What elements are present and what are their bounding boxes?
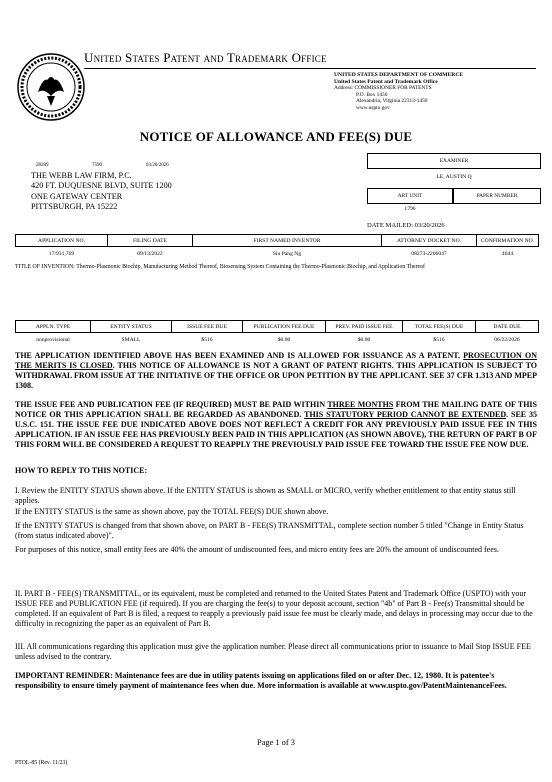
- table-cell: 06/22/2026: [494, 337, 520, 343]
- text-span: THIS STATUTORY PERIOD CANNOT BE EXTENDED: [304, 410, 507, 419]
- table-cell: $516: [201, 337, 213, 343]
- text-span: FROM THE MAILING DATE OF THIS NOTICE OR THIS APPLICATION SHALL BE REGARDED AS ABANDONED.: [15, 400, 537, 419]
- instruction-1b: If the ENTITY STATUS is the same as shown above, pay the TOTAL FEE(S) DUE shown above.: [15, 507, 329, 516]
- dept-line: Alexandria, Virginia 22313-1450: [356, 98, 428, 105]
- maintenance-reminder: IMPORTANT REMINDER: Maintenance fees are due in utility patents issuing on applications filed on or after Dec. 12, 1980. It is patentee's responsibility to ensure timely payment of maintenance fees when due. More information is available at www.uspto.gov/PatentMaintenanceFees.: [15, 671, 507, 690]
- text-span: PROSECUTION ON THE MERITS IS CLOSED: [15, 351, 538, 370]
- table-cell: nonprovisional: [36, 337, 70, 343]
- fee-table: [15, 320, 539, 347]
- uspto-seal-icon: [16, 52, 86, 122]
- department-address: [334, 72, 463, 112]
- table-header: ENTITY STATUS: [91, 321, 172, 333]
- table-cell: Siu Pang Ng: [272, 251, 302, 257]
- allowance-paragraph: [15, 351, 537, 391]
- table-cell: $516: [433, 337, 445, 343]
- instruction-3: III. All communications regarding this application must give the application number. Please direct all communications prior to issuance to Mail Stop ISSUE FEE unless advised to the contrary.: [15, 642, 531, 661]
- customer-number: 28289: [36, 163, 49, 168]
- invention-title: TITLE OF INVENTION: Thermo-Plasmonic Biochip, Manufacturing Method Thereof, Biosensing System Containing the Thermo-Plasmonic Biochip, and Application Thereof: [15, 264, 425, 270]
- text-span: . SEE 35 U.S.C. 151. THE ISSUE FEE DUE INDICATED ABOVE DOES NOT REFLECT A CREDIT FOR ANY PREVIOUSLY PAID ISSUE FEE IN THIS APPLICATION. IF AN ISSUE FEE HAS PREVIOUSLY BEEN PAID IN THIS APPLICATION (AS SHOWN ABOVE), THE RETURN OF PART B OF THIS FORM WILL BE CONSIDERED A REQUEST TO REAPPLY THE PREVIOUSLY PAID ISSUE FEE TOWARD THE ISSUE FEE NOW DUE.: [15, 410, 537, 449]
- instruction-1d: For purposes of this notice, small entity fees are 40% the amount of undiscounted fees, and micro entity fees are 20% the amount of undiscounted fees.: [15, 545, 499, 554]
- address-line: ONE GATEWAY CENTER: [31, 191, 123, 201]
- table-header: TOTAL FEE(S) DUE: [403, 321, 476, 333]
- table-header: APPLICATION NO.: [16, 235, 108, 247]
- doc-code: 7590: [92, 163, 102, 168]
- paper-number-label: PAPER NUMBER: [453, 188, 541, 204]
- office-title: United States Patent and Trademark Office: [84, 50, 327, 65]
- instruction-1c: If the ENTITY STATUS is changed from that shown above, on PART B - FEE(S) TRANSMITTAL, complete section number 5 titled "Change in Entity Status (from status indicated above)".: [15, 521, 524, 540]
- address-line: PITTSBURGH, PA 15222: [31, 202, 118, 212]
- table-header: APPLN. TYPE: [16, 321, 91, 333]
- table-cell: $0.00: [357, 337, 371, 343]
- dept-line: Address: COMMISSIONER FOR PATENTS: [334, 85, 432, 92]
- text-span: THE ISSUE FEE AND PUBLICATION FEE (IF REQUIRED) MUST BE PAID WITHIN: [15, 400, 328, 409]
- table-header: ATTORNEY DOCKET NO.: [382, 235, 477, 247]
- table-cell: 17/931,769: [48, 251, 75, 257]
- application-table: [15, 234, 539, 261]
- examiner-name: LE, AUSTIN Q: [436, 174, 472, 180]
- text-span: THE APPLICATION IDENTIFIED ABOVE HAS BEEN EXAMINED AND IS ALLOWED FOR ISSUANCE AS A PATENT.: [15, 351, 460, 360]
- text-span: THREE MONTHS: [327, 400, 394, 409]
- text-span: . THIS NOTICE OF ALLOWANCE IS NOT A GRANT OF PATENT RIGHTS. THIS APPLICATION IS SUBJECT TO WITHDRAWAL FROM ISSUE AT THE INITIATIVE OF THE OFFICE OR UPON PETITION BY THE APPLICANT. SEE 37 CFR 1.313 AND MPEP 1308.: [15, 361, 537, 390]
- page-title: NOTICE OF ALLOWANCE AND FEE(S) DUE: [139, 129, 413, 144]
- dept-line: United States Patent and Trademark Office: [334, 78, 438, 85]
- correspondence-address: [31, 171, 172, 213]
- dept-line: P.O. Box 1450: [356, 91, 388, 98]
- table-header: FIRST NAMED INVENTOR: [193, 235, 382, 247]
- art-unit-value: 1796: [404, 206, 416, 212]
- table-cell: 4644: [501, 251, 514, 257]
- form-id: PTOL-85 (Rev. 11/23): [15, 760, 68, 766]
- address-line: THE WEBB LAW FIRM, P.C.: [31, 171, 132, 180]
- instruction-1: I. Review the ENTITY STATUS shown above. If the ENTITY STATUS is shown as SMALL or MICRO, verify whether entitlement to that entity status still applies.: [15, 486, 516, 505]
- art-unit-label: ART UNIT: [367, 188, 453, 204]
- address-line: 420 FT. DUQUESNE BLVD, SUITE 1200: [31, 181, 172, 191]
- page-number: Page 1 of 3: [257, 738, 295, 747]
- table-cell: $0.00: [277, 337, 291, 343]
- table-header: PUBLICATION FEE DUE: [243, 321, 326, 333]
- instruction-2: II. PART B - FEE(S) TRANSMITTAL, or its equivalent, must be completed and returned to the United States Patent and Trademark Office (USPTO) with your ISSUE FEE and PUBLICATION FEE (if required). If you are charging the fee(s) to your deposit account, section "4b" of Part B - Fee(s) Transmittal should be completed. If an equivalent of Part B is filed, a request to reapply a previously paid issue fee must be clearly made, and delays in processing may occur due to the difficulty in recognizing the paper as an equivalent of Part B.: [15, 589, 533, 628]
- examiner-label: EXAMINER: [367, 153, 541, 169]
- table-cell: 08273-2206047: [411, 251, 447, 257]
- date-mailed: DATE MAILED: 03/20/2026: [367, 222, 445, 229]
- dept-line: www.uspto.gov: [356, 104, 390, 111]
- mail-date-code: 03/20/2026: [146, 163, 169, 168]
- how-to-reply-heading: HOW TO REPLY TO THIS NOTICE:: [15, 466, 148, 475]
- table-header: ISSUE FEE DUE: [172, 321, 243, 333]
- table-header: PREV. PAID ISSUE FEE: [326, 321, 403, 333]
- table-header: CONFIRMATION NO.: [477, 235, 539, 247]
- table-cell: SMALL: [121, 337, 141, 343]
- fee-paragraph: [15, 400, 537, 450]
- table-header: FILING DATE: [108, 235, 193, 247]
- header-rule: [84, 68, 536, 69]
- table-cell: 09/13/2022: [137, 251, 163, 257]
- dept-line: UNITED STATES DEPARTMENT OF COMMERCE: [334, 72, 464, 78]
- table-header: DATE DUE: [476, 321, 539, 333]
